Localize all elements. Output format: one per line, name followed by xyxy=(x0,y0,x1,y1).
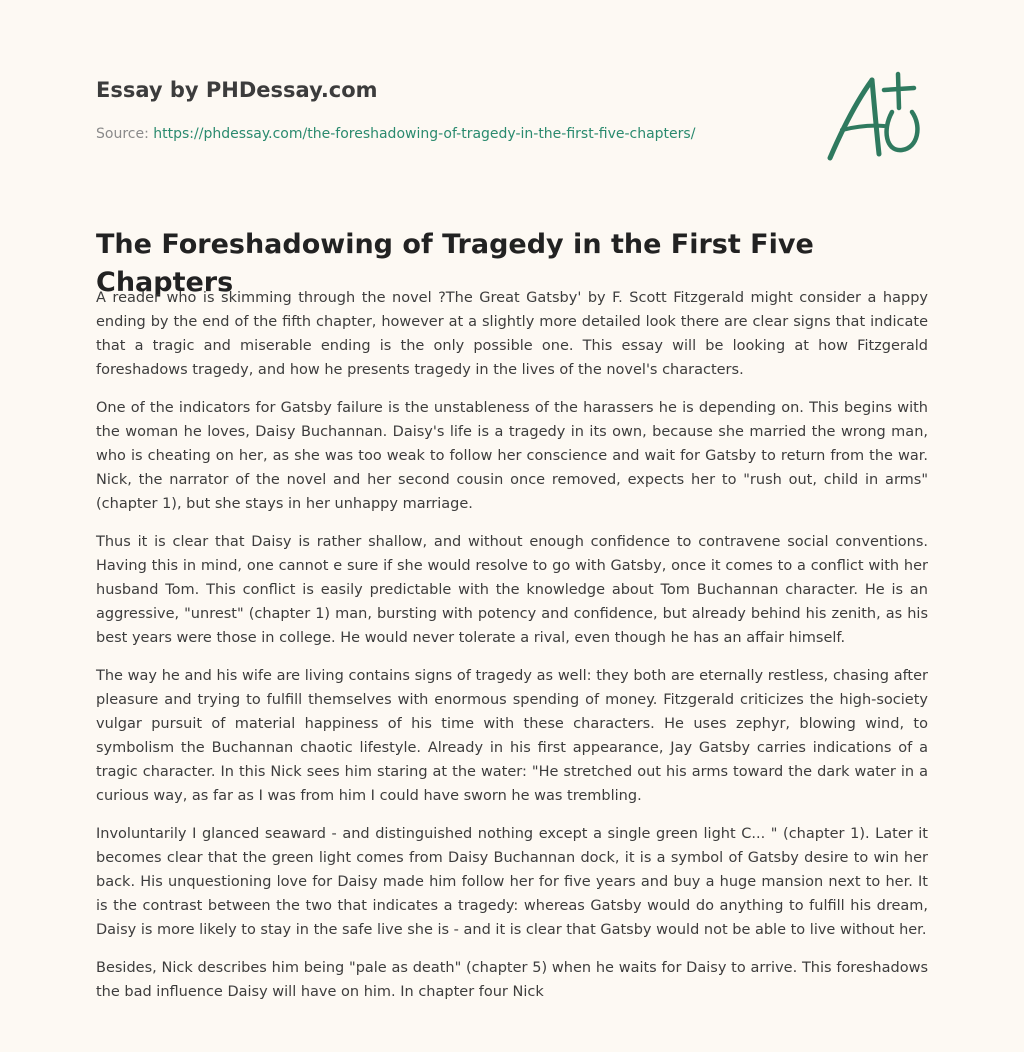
source-label: Source: xyxy=(96,126,154,142)
essay-paragraph: Involuntarily I glanced seaward - and distinguished nothing except a single green light C... " (chapter 1). Later it becomes clear that the green light comes from Daisy Buchannan dock, it is a symbol of Gatsby desire to win her back. His unquestioning love for Daisy made him follow her for five years and buy a huge mansion next to her. It is the contrast between the two that indicates a tragedy: whereas Gatsby would do anything to fulfill his dream, Daisy is more likely to stay in the safe live she is - and it is clear that Gatsby would not be able to live without her. xyxy=(96,826,928,938)
essay-paragraph: Thus it is clear that Daisy is rather shallow, and without enough confidence to contravene social conventions. Having this in mind, one cannot e sure if she would resolve to go with Gatsby, once it comes to a conflict with her husband Tom. This conflict is easily predictable with the knowledge about Tom Buchannan character. He is an aggressive, "unrest" (chapter 1) man, bursting with potency and confidence, but already behind his zenith, as his best years were those in college. He would never tolerate a rival, even though he has an affair himself. xyxy=(96,534,928,646)
essay-paragraph: The way he and his wife are living contains signs of tragedy as well: they both are eternally restless, chasing after pleasure and trying to fulfill themselves with enormous spending of money. Fitzgerald criticizes the high-society vulgar pursuit of material happiness of his time with these characters. He uses zephyr, blowing wind, to symbolism the Buchannan chaotic lifestyle. Already in his first appearance, Jay Gatsby carries indications of a tragic character. In this Nick sees him staring at the water: "He stretched out his arms toward the dark water in a curious way, as far as I was from him I could have sworn he was trembling. xyxy=(96,668,928,804)
site-brand: Essay by PHDessay.com xyxy=(96,78,378,102)
source-line xyxy=(96,124,796,144)
essay-body xyxy=(96,286,928,1018)
essay-paragraph: Besides, Nick describes him being "pale as death" (chapter 5) when he waits for Daisy to arrive. This foreshadows the bad influence Daisy will have on him. In chapter four Nick xyxy=(96,960,928,1000)
source-link[interactable]: https://phdessay.com/the-foreshadowing-of-tragedy-in-the-first-five-chapters/ xyxy=(153,126,696,142)
a-plus-grade-logo-icon xyxy=(822,68,926,164)
site-header xyxy=(96,76,796,144)
essay-title: The Foreshadowing of Tragedy in the First Five Chapters xyxy=(96,229,814,298)
essay-paragraph: A reader who is skimming through the novel ?The Great Gatsby' by F. Scott Fitzgerald might consider a happy ending by the end of the fifth chapter, however at a slightly more detailed look there are clear signs that indicate that a tragic and miserable ending is the only possible one. This essay will be looking at how Fitzgerald foreshadows tragedy, and how he presents tragedy in the lives of the novel's characters. xyxy=(96,290,928,378)
essay-paragraph: One of the indicators for Gatsby failure is the unstableness of the harassers he is depending on. This begins with the woman he loves, Daisy Buchannan. Daisy's life is a tragedy in its own, because she married the wrong man, who is cheating on her, as she was too weak to follow her conscience and wait for Gatsby to return from the war. Nick, the narrator of the novel and her second cousin once removed, expects her to "rush out, child in arms" (chapter 1), but she stays in her unhappy marriage. xyxy=(96,400,928,512)
